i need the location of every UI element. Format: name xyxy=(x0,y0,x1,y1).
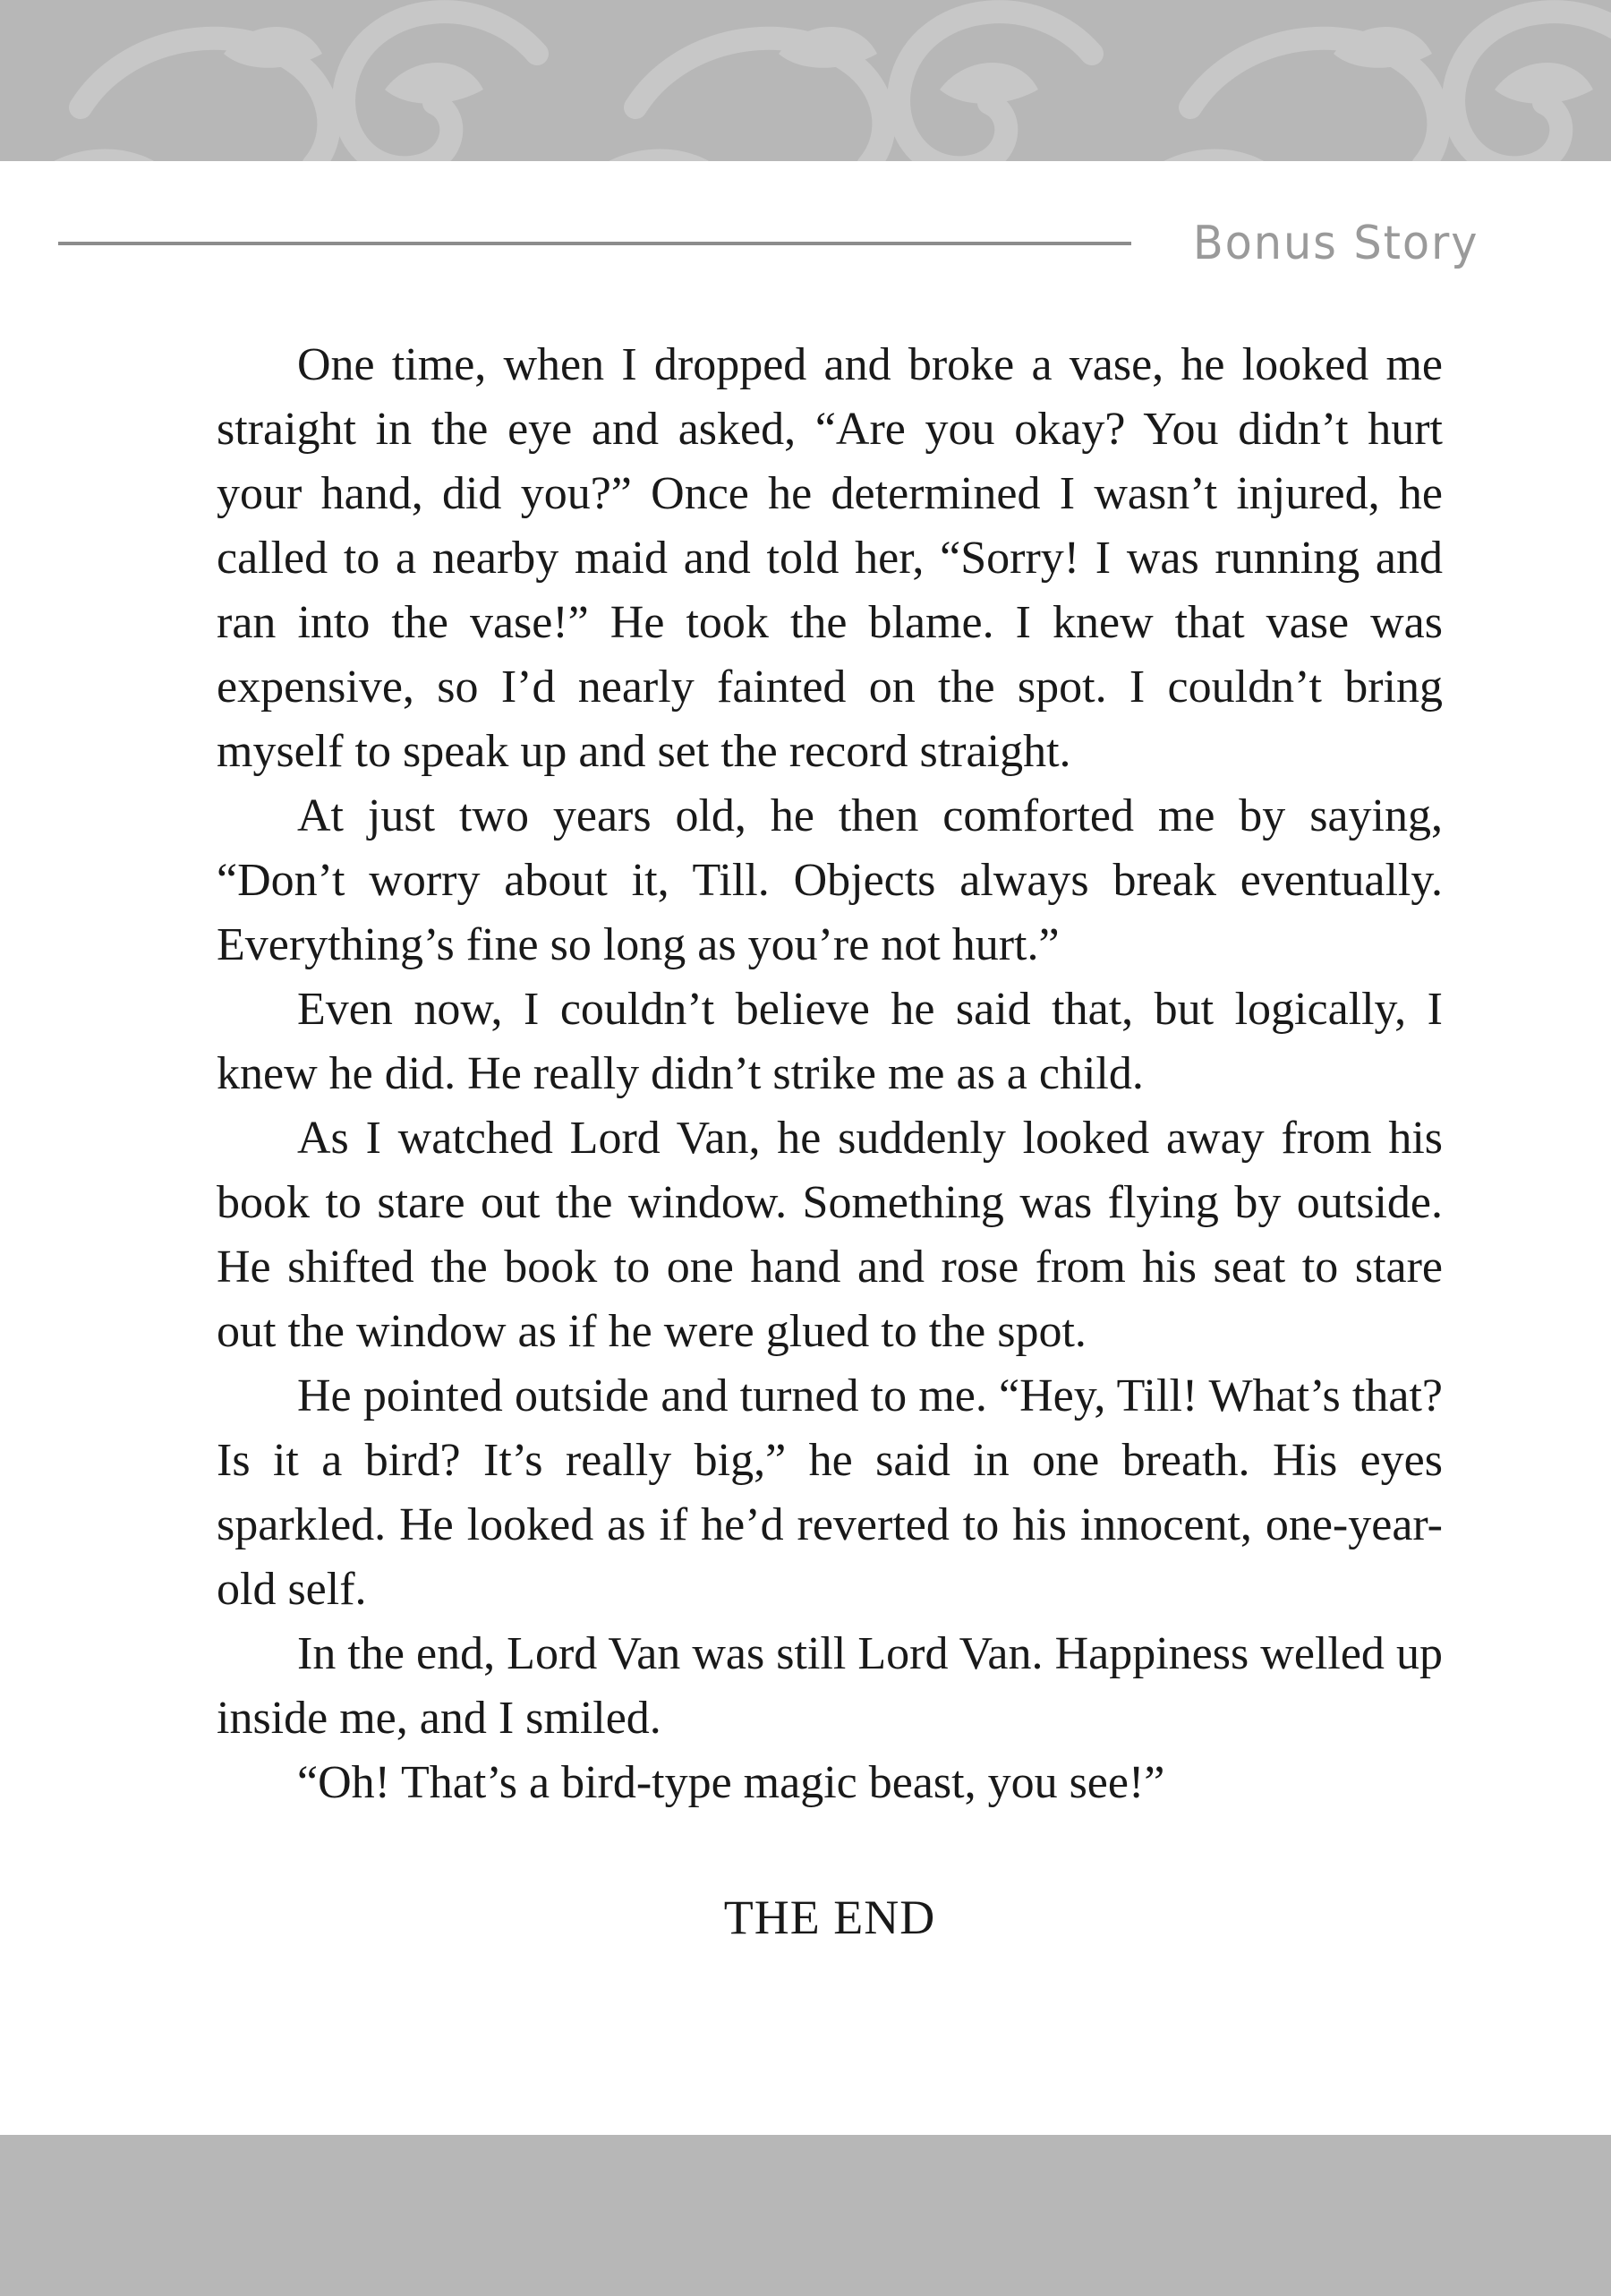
story-paragraph-1: One time, when I dropped and broke a vase, he looked me straight in the eye and asked, “Are you okay? You didn’t hurt your hand, did you?” Once he determined I wasn’t injured, he called to a nearby maid and told her, “Sorry! I was running and ran into the vase!” He took the blame. I knew that vase was expensive, so I’d nearly fainted on the spot. I couldn’t bring myself to speak up and set the record straight. xyxy=(217,339,1443,777)
section-header xyxy=(58,217,1479,270)
damask-border-top-icon xyxy=(0,0,1611,161)
story-paragraph-7: “Oh! That’s a bird-type magic beast, you see!” xyxy=(297,1757,1165,1808)
story-paragraph-2: At just two years old, he then comforted me by saying, “Don’t worry about it, Till. Objects always break eventually. Everything’s fine so long as you’re not hurt.” xyxy=(217,790,1443,970)
story-paragraph-5: He pointed outside and turned to me. “Hey, Till! What’s that? Is it a bird? It’s really big,” he said in one breath. His eyes sparkled. He looked as if he’d reverted to his innocent, one-year-old self. xyxy=(217,1370,1443,1615)
section-title: Bonus Story xyxy=(1192,217,1479,270)
story-text xyxy=(217,333,1443,1950)
the-end-label: THE END xyxy=(723,1891,936,1944)
story-paragraph-6: In the end, Lord Van was still Lord Van. Happiness welled up inside me, and I smiled. xyxy=(217,1628,1443,1744)
damask-border-bottom-icon xyxy=(0,2135,1611,2296)
story-paragraph-3: Even now, I couldn’t believe he said that, but logically, I knew he did. He really didn’t strike me as a child. xyxy=(217,984,1443,1099)
story-paragraph-4: As I watched Lord Van, he suddenly looked away from his book to stare out the window. Something was flying by outside. He shifted the book to one hand and rose from his seat to stare out the window as if he were glued to the spot. xyxy=(217,1113,1443,1357)
header-rule xyxy=(58,242,1131,245)
